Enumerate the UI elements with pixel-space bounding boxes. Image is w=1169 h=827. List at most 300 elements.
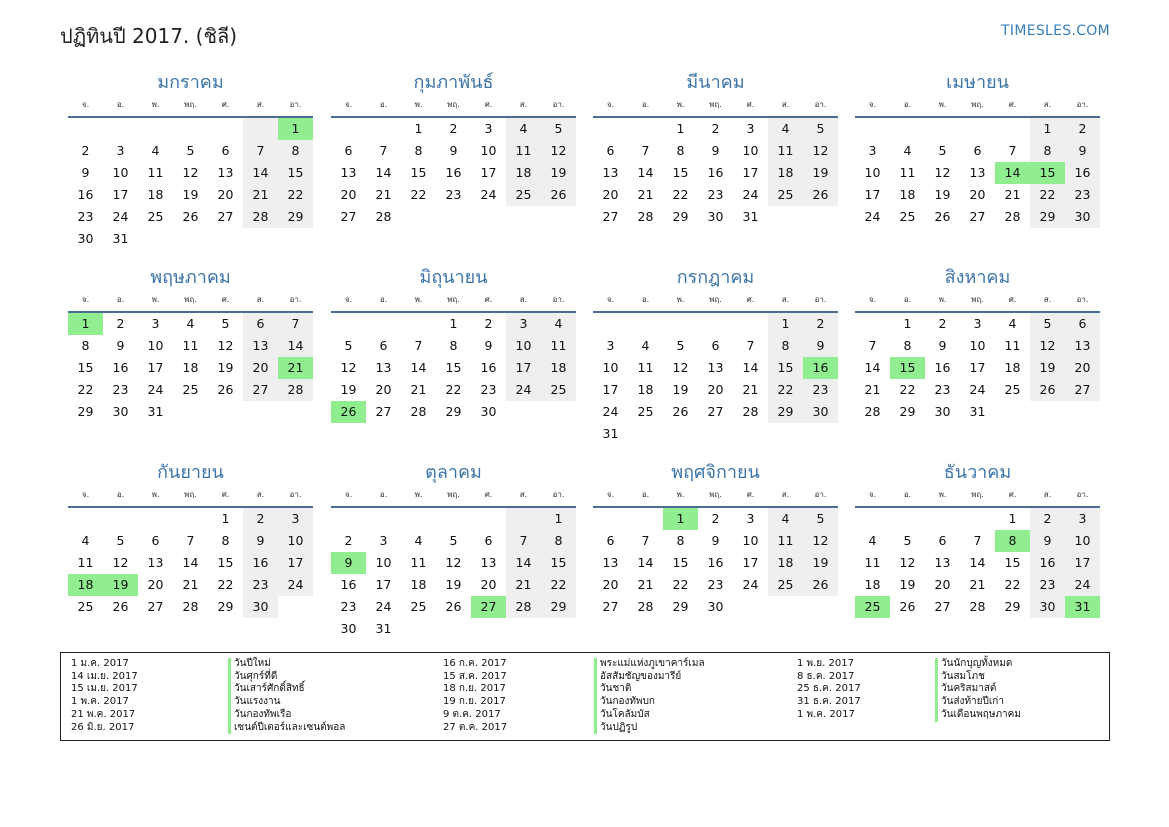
holiday-date: 15 ส.ค. 2017 [443,670,507,682]
day-cell: 29 [217,599,234,614]
day-cell: 16 [445,165,462,180]
day-cell: 29 [541,596,576,618]
day-cell: 26 [1030,379,1065,401]
day-cell: 25 [768,184,803,206]
day-cell: 26 [672,404,689,419]
weekday-label: พ. [676,100,685,109]
day-cell: 11 [182,338,199,353]
day-cell: 24 [969,382,986,397]
weekday-header [855,96,1100,118]
day-cell: 16 [243,552,278,574]
day-cell: 18 [768,552,803,574]
holiday-day-cell: 1 [68,313,103,335]
day-cell: 10 [278,530,313,552]
day-cell: 7 [379,143,388,158]
day-cell: 12 [445,555,462,570]
day-cell: 6 [484,533,493,548]
weekday-label: ศ. [1008,100,1017,109]
day-cell: 21 [375,187,392,202]
empty-cell [331,118,366,140]
day-cell: 11 [541,335,576,357]
day-cell: 17 [742,555,759,570]
holiday-name: อัสสัมชัญของมารีย์ [600,670,682,682]
day-cell: 11 [506,140,541,162]
day-cell: 17 [1065,552,1100,574]
day-cell: 29 [1004,599,1021,614]
day-cell: 27 [969,209,986,224]
weekday-label: ส. [1043,100,1052,109]
day-cell: 2 [449,121,458,136]
day-cell: 4 [768,508,803,530]
empty-cell [68,118,103,140]
day-cell: 5 [541,118,576,140]
day-cell: 27 [375,404,392,419]
day-cell: 2 [711,121,720,136]
weekday-label: จ. [868,295,877,304]
day-cell: 16 [1065,162,1100,184]
month-calendar [593,265,838,445]
holiday-name: วันแรงงาน [234,696,281,708]
weekday-header [331,486,576,508]
weekday-label: จ. [606,490,615,499]
empty-cell [173,118,208,140]
weekday-label: อา. [552,490,565,499]
day-cell: 2 [1030,508,1065,530]
empty-cell [593,118,628,140]
holiday-name: วันเดือนพฤษภาคม [941,708,1021,720]
day-cell: 24 [864,209,881,224]
holiday-date: 1 พ.ย. 2017 [797,658,854,669]
day-cell: 1 [1008,511,1017,526]
holiday-name: วันปฏิรูป [600,721,638,733]
day-cell: 8 [414,143,423,158]
day-cell: 24 [1065,574,1100,596]
day-grid [855,508,1100,618]
day-cell: 23 [445,187,462,202]
day-cell: 23 [112,382,129,397]
day-cell: 10 [480,143,497,158]
empty-cell [733,313,768,335]
day-cell: 18 [864,577,881,592]
weekday-label: อ. [903,295,912,304]
day-cell: 2 [484,316,493,331]
weekday-label: พ. [676,295,685,304]
day-cell: 1 [221,511,230,526]
weekday-label: พฤ. [971,295,984,304]
weekday-label: ศ. [221,100,230,109]
holiday-name: วันกองทัพบก [600,696,655,708]
day-cell: 3 [606,338,615,353]
day-cell: 5 [1030,313,1065,335]
day-grid [68,508,313,618]
day-cell: 25 [899,209,916,224]
day-cell: 11 [410,555,427,570]
holiday-day-cell: 27 [471,596,506,618]
day-cell: 8 [81,338,90,353]
day-cell: 20 [217,187,234,202]
day-cell: 2 [81,143,90,158]
day-cell: 29 [672,209,689,224]
day-cell: 31 [602,426,619,441]
holiday-day-cell: 14 [995,162,1030,184]
day-cell: 17 [480,165,497,180]
holiday-day-cell: 31 [1065,596,1100,618]
holiday-day-cell: 1 [278,118,313,140]
day-cell: 19 [541,162,576,184]
weekday-header [68,486,313,508]
day-cell: 22 [278,184,313,206]
month-name: กรกฎาคม [676,267,755,288]
day-cell: 30 [77,231,94,246]
month-name: พฤศจิกายน [671,462,760,483]
empty-cell [593,313,628,335]
day-cell: 16 [707,165,724,180]
day-cell: 27 [217,209,234,224]
weekday-label: พ. [938,100,947,109]
weekday-label: อา. [1076,295,1089,304]
day-cell: 8 [676,143,685,158]
day-cell: 17 [864,187,881,202]
holiday-name: วันศุกร์ที่ดี [234,670,278,682]
weekday-label: พฤ. [447,100,460,109]
holiday-day-cell: 8 [995,530,1030,552]
day-cell: 21 [742,382,759,397]
weekday-label: ส. [519,100,528,109]
day-cell: 18 [541,357,576,379]
day-cell: 13 [147,555,164,570]
day-cell: 27 [340,209,357,224]
day-cell: 20 [969,187,986,202]
day-cell: 15 [541,552,576,574]
day-grid [331,313,576,423]
day-cell: 6 [379,338,388,353]
day-cell: 12 [672,360,689,375]
month-calendar [331,70,576,228]
day-cell: 30 [803,401,838,423]
day-cell: 5 [186,143,195,158]
day-cell: 20 [480,577,497,592]
day-cell: 24 [480,187,497,202]
weekday-header [593,96,838,118]
day-cell: 31 [969,404,986,419]
day-cell: 7 [506,530,541,552]
day-cell: 24 [742,577,759,592]
holiday-day-cell: 15 [1030,162,1065,184]
day-cell: 23 [340,599,357,614]
month-calendar [331,265,576,423]
month-name: กุมภาพันธ์ [413,72,494,93]
weekday-label: อ. [641,100,650,109]
day-cell: 26 [182,209,199,224]
day-cell: 9 [711,143,720,158]
day-cell: 26 [803,574,838,596]
weekday-label: พ. [938,295,947,304]
weekday-label: อา. [289,490,302,499]
day-cell: 3 [506,313,541,335]
day-cell: 26 [445,599,462,614]
month-name: มกราคม [157,72,224,93]
holiday-date: 8 ธ.ค. 2017 [797,670,855,682]
weekday-label: จ. [868,490,877,499]
day-cell: 19 [217,360,234,375]
day-cell: 8 [221,533,230,548]
brand-link[interactable]: TIMESLES.COM [1001,23,1110,39]
holiday-date: 18 ก.ย. 2017 [443,683,506,695]
day-cell: 19 [803,552,838,574]
weekday-label: ศ. [746,295,755,304]
day-cell: 5 [903,533,912,548]
day-cell: 14 [278,335,313,357]
weekday-label: ศ. [484,490,493,499]
day-cell: 13 [375,360,392,375]
day-cell: 24 [112,209,129,224]
day-cell: 6 [938,533,947,548]
holiday-day-cell: 18 [68,574,103,596]
day-cell: 24 [278,574,313,596]
weekday-label: อา. [814,100,827,109]
empty-cell [663,313,698,335]
day-cell: 28 [637,599,654,614]
day-cell: 23 [707,187,724,202]
day-cell: 9 [116,338,125,353]
weekday-label: ศ. [746,490,755,499]
day-cell: 25 [506,184,541,206]
day-cell: 24 [375,599,392,614]
day-cell: 15 [278,162,313,184]
day-cell: 12 [1030,335,1065,357]
empty-cell [208,118,243,140]
day-cell: 20 [707,382,724,397]
day-cell: 11 [864,555,881,570]
day-cell: 21 [864,382,881,397]
holiday-day-cell: 19 [103,574,138,596]
day-cell: 21 [243,184,278,206]
weekday-label: อา. [1076,100,1089,109]
day-cell: 4 [1008,316,1017,331]
day-cell: 16 [340,577,357,592]
day-cell: 11 [768,530,803,552]
day-cell: 21 [637,577,654,592]
day-cell: 18 [768,162,803,184]
weekday-label: ส. [519,490,528,499]
day-cell: 18 [147,187,164,202]
month-name: พฤษภาคม [150,267,231,288]
weekday-label: อ. [641,295,650,304]
day-cell: 2 [344,533,353,548]
day-cell: 29 [899,404,916,419]
day-cell: 14 [410,360,427,375]
day-cell: 3 [746,121,755,136]
weekday-label: ส. [781,295,790,304]
day-cell: 9 [1065,140,1100,162]
day-cell: 30 [112,404,129,419]
day-cell: 24 [602,404,619,419]
weekday-label: ศ. [746,100,755,109]
weekday-label: ส. [256,295,265,304]
day-cell: 26 [112,599,129,614]
weekday-label: อ. [379,100,388,109]
holiday-date: 27 ต.ค. 2017 [443,721,508,733]
weekday-label: ศ. [1008,490,1017,499]
day-cell: 20 [147,577,164,592]
empty-cell [366,313,401,335]
day-cell: 15 [672,555,689,570]
day-cell: 22 [445,382,462,397]
day-cell: 22 [672,187,689,202]
day-cell: 9 [1030,530,1065,552]
day-cell: 23 [243,574,278,596]
month-calendar [68,70,313,250]
day-cell: 30 [1065,206,1100,228]
weekday-label: ส. [256,490,265,499]
day-cell: 14 [637,555,654,570]
day-cell: 2 [1065,118,1100,140]
day-cell: 25 [410,599,427,614]
empty-cell [593,508,628,530]
day-cell: 3 [1065,508,1100,530]
day-cell: 17 [506,357,541,379]
day-cell: 6 [151,533,160,548]
day-grid [593,118,838,228]
holiday-day-cell: 26 [331,401,366,423]
month-name: ตุลาคม [425,462,482,483]
day-cell: 2 [243,508,278,530]
day-cell: 27 [1065,379,1100,401]
day-cell: 5 [938,143,947,158]
day-cell: 15 [410,165,427,180]
month-name: สิงหาคม [944,267,1011,288]
day-cell: 27 [243,379,278,401]
empty-cell [960,508,995,530]
weekday-label: อ. [116,100,125,109]
day-cell: 25 [637,404,654,419]
holiday-date: 31 ธ.ค. 2017 [797,696,861,708]
day-cell: 10 [742,143,759,158]
weekday-label: จ. [606,295,615,304]
day-grid [855,313,1100,423]
day-cell: 4 [868,533,877,548]
day-cell: 29 [278,206,313,228]
holiday-date: 21 พ.ค. 2017 [71,708,136,720]
day-cell: 4 [414,533,423,548]
weekday-label: พฤ. [709,295,722,304]
weekday-header [68,291,313,313]
month-calendar [855,70,1100,228]
holiday-day-cell: 15 [890,357,925,379]
holiday-date: 15 เม.ย. 2017 [71,683,138,695]
day-cell: 13 [602,555,619,570]
day-cell: 25 [768,574,803,596]
day-cell: 20 [934,577,951,592]
day-cell: 1 [414,121,423,136]
weekday-label: อ. [116,295,125,304]
day-cell: 30 [480,404,497,419]
day-cell: 22 [541,574,576,596]
weekday-label: ส. [781,100,790,109]
empty-cell [855,508,890,530]
day-cell: 3 [484,121,493,136]
day-cell: 14 [243,162,278,184]
weekday-label: พฤ. [709,490,722,499]
day-cell: 12 [182,165,199,180]
empty-cell [68,508,103,530]
day-cell: 5 [344,338,353,353]
day-cell: 3 [116,143,125,158]
day-cell: 29 [768,401,803,423]
day-cell: 28 [742,404,759,419]
day-cell: 21 [410,382,427,397]
day-cell: 13 [217,165,234,180]
weekday-label: อา. [814,295,827,304]
empty-cell [855,118,890,140]
weekday-label: จ. [344,490,353,499]
weekday-header [593,486,838,508]
holiday-name: วันชาติ [600,683,632,695]
day-cell: 8 [541,530,576,552]
day-cell: 24 [147,382,164,397]
month-calendar [855,265,1100,423]
empty-cell [628,118,663,140]
day-cell: 7 [1008,143,1017,158]
day-cell: 9 [711,533,720,548]
day-cell: 10 [112,165,129,180]
day-cell: 15 [672,165,689,180]
day-cell: 16 [480,360,497,375]
day-cell: 21 [182,577,199,592]
day-cell: 4 [151,143,160,158]
day-cell: 2 [116,316,125,331]
empty-cell [331,313,366,335]
day-cell: 20 [602,187,619,202]
holiday-name: วันปีใหม่ [234,658,271,669]
day-cell: 28 [375,209,392,224]
day-cell: 10 [1065,530,1100,552]
day-cell: 6 [1065,313,1100,335]
day-cell: 1 [541,508,576,530]
holiday-date: 1 ม.ค. 2017 [71,658,129,669]
weekday-label: พ. [414,490,423,499]
holiday-list [60,652,1110,741]
month-name: มีนาคม [686,72,745,93]
day-cell: 14 [637,165,654,180]
day-cell: 3 [868,143,877,158]
empty-cell [855,313,890,335]
weekday-label: พฤ. [447,490,460,499]
day-cell: 19 [445,577,462,592]
day-cell: 23 [77,209,94,224]
day-cell: 20 [375,382,392,397]
day-cell: 29 [672,599,689,614]
day-cell: 16 [707,555,724,570]
day-cell: 25 [147,209,164,224]
day-cell: 17 [147,360,164,375]
day-cell: 14 [864,360,881,375]
day-cell: 7 [973,533,982,548]
empty-cell [628,508,663,530]
day-cell: 23 [1030,574,1065,596]
empty-cell [366,508,401,530]
empty-cell [506,508,541,530]
day-cell: 5 [676,338,685,353]
day-cell: 16 [1030,552,1065,574]
day-cell: 18 [410,577,427,592]
holiday-day-cell: 25 [855,596,890,618]
day-cell: 23 [707,577,724,592]
day-cell: 9 [803,335,838,357]
day-cell: 2 [938,316,947,331]
empty-cell [366,118,401,140]
day-cell: 16 [934,360,951,375]
